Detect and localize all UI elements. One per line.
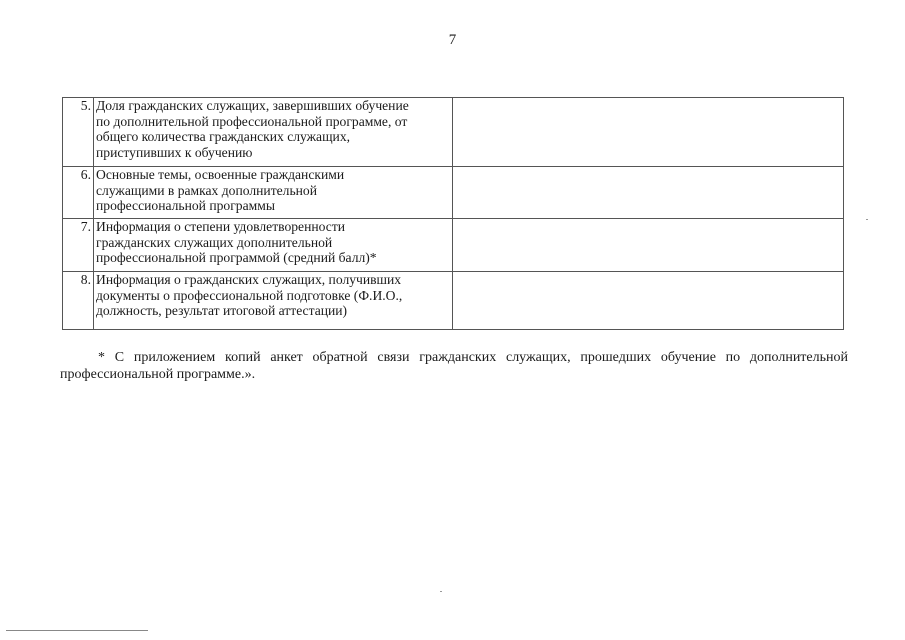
table-row: [63, 272, 844, 330]
row-value-cell: [453, 98, 844, 167]
row-number: 7.: [63, 219, 94, 272]
row-description: Информация о гражданских служащих, получивших документы о профессиональной подготовке (Ф.И.О., должность, результат итоговой аттестации): [94, 272, 453, 330]
footnote: * С приложением копий анкет обратной связи гражданских служащих, прошедших обучение по дополнительной профессиональной программе.».: [60, 350, 848, 382]
row-value-cell: [453, 272, 844, 330]
row-description: Доля гражданских служащих, завершивших обучение по дополнительной профессиональной программе, от общего количества гражданских служащих, приступивших к обучению: [94, 98, 453, 167]
table-row: [63, 98, 844, 167]
table-row: [63, 167, 844, 219]
scan-speck: [440, 591, 442, 592]
row-description: Основные темы, освоенные гражданскими служащими в рамках дополнительной профессиональной программы: [94, 167, 453, 219]
row-number: 8.: [63, 272, 94, 330]
row-number: 6.: [63, 167, 94, 219]
footer-rule: [6, 630, 148, 631]
row-description: Информация о степени удовлетворенности гражданских служащих дополнительной профессиональной программой (средний балл)*: [94, 219, 453, 272]
report-table: [62, 97, 844, 330]
row-value-cell: [453, 219, 844, 272]
row-number: 5.: [63, 98, 94, 167]
scan-speck: [866, 219, 868, 220]
page-number: 7: [448, 32, 457, 48]
table-row: [63, 219, 844, 272]
row-value-cell: [453, 167, 844, 219]
